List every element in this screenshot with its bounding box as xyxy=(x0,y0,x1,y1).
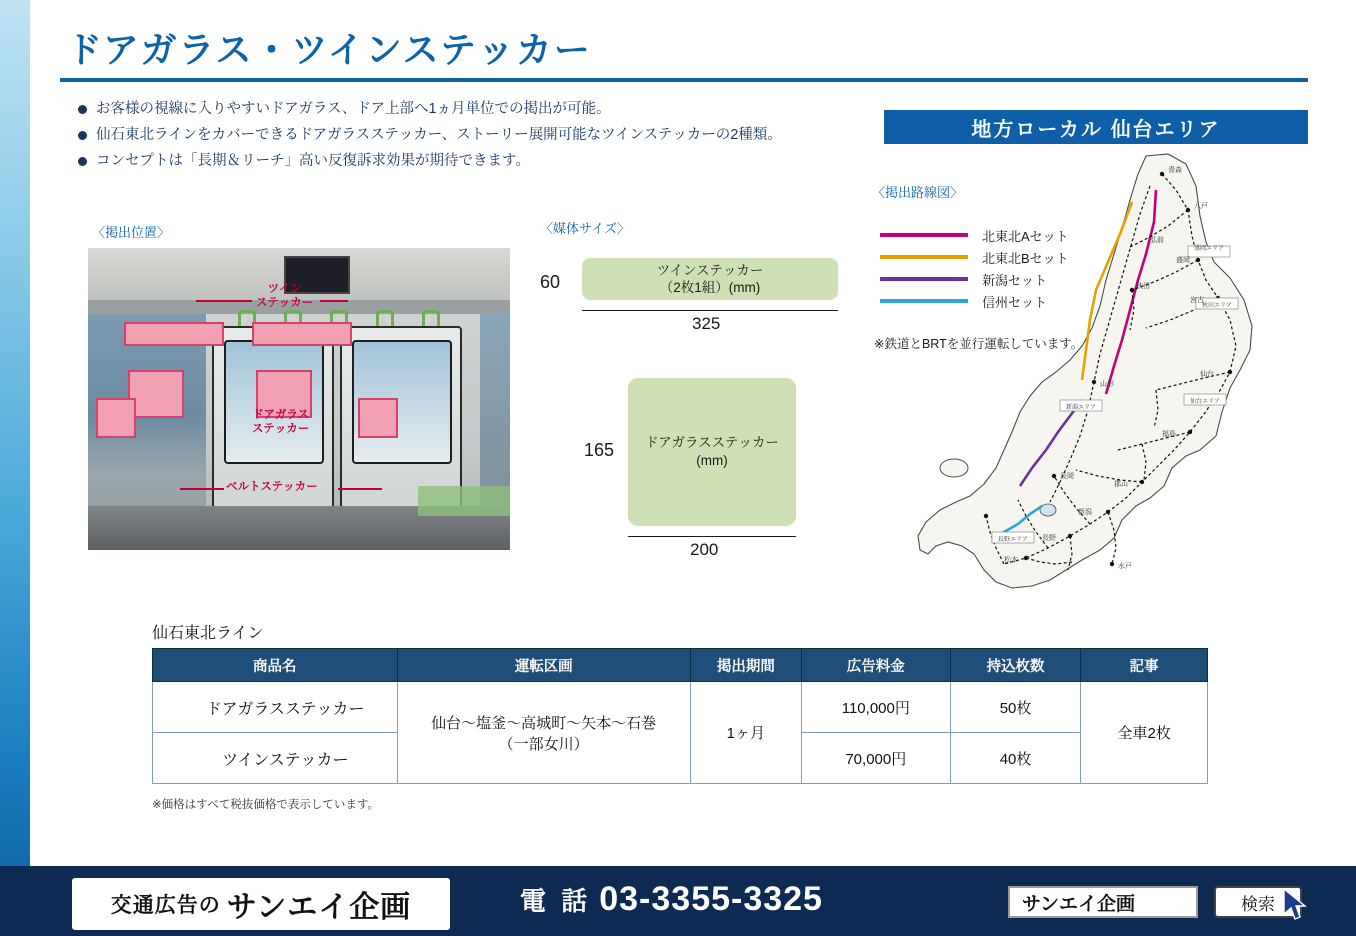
table-row xyxy=(153,682,1208,733)
th-price: 広告料金 xyxy=(801,649,950,682)
th-sheets: 持込枚数 xyxy=(950,649,1081,682)
bullet-dot-icon xyxy=(78,105,87,114)
cell-remark: 全車2枚 xyxy=(1081,682,1208,784)
bullet-dot-icon xyxy=(78,131,87,140)
twin-height-value: 60 xyxy=(540,272,561,292)
callout-leader-line xyxy=(196,300,252,302)
table-header-row xyxy=(153,649,1208,682)
legend-row: 北東北Bセット xyxy=(880,246,1069,268)
bullet-item: コンセプトは「長期＆リーチ」高い反復訴求効果が期待できます。 xyxy=(78,148,782,174)
legend-row: 北東北Aセット xyxy=(880,224,1069,246)
area-badge: 地方ローカル 仙台エリア xyxy=(884,110,1308,144)
search-input[interactable]: サンエイ企画 xyxy=(1008,886,1198,918)
legend-row: 信州セット xyxy=(880,290,1069,312)
bullet-item: 仙石東北ラインをカバーできるドアガラスステッカー、ストーリー展開可能なツインステッカーの2種類。 xyxy=(78,122,782,148)
cell-price: 110,000円 xyxy=(801,682,950,733)
svg-text:仙台: 仙台 xyxy=(1200,370,1214,378)
callout-twin-sticker: ツイン ステッカー xyxy=(256,283,314,309)
highlight-belt-left xyxy=(96,398,136,438)
svg-text:長野エリア: 長野エリア xyxy=(998,536,1029,543)
svg-text:山形: 山形 xyxy=(1100,380,1114,388)
callout-door-glass-sticker: ドアガラス ステッカー xyxy=(252,409,310,435)
th-section: 運転区画 xyxy=(397,649,690,682)
brt-note: ※鉄道とBRTを並行運転しています。 xyxy=(874,337,1084,351)
callout-leader-line xyxy=(338,488,382,490)
twin-sticker-shape: ツインステッカー （2枚1組）(mm) xyxy=(582,258,838,300)
cell-section: 仙台〜塩釜〜高城町〜矢本〜石巻 （一部女川） xyxy=(397,682,690,784)
label-media-size: 〈媒体サイズ〉 xyxy=(540,221,630,236)
svg-text:盛岡エリア: 盛岡エリア xyxy=(1194,245,1225,252)
highlight-twin-left xyxy=(124,322,224,346)
page-title: ドアガラス・ツインステッカー xyxy=(66,30,592,71)
th-remark: 記事 xyxy=(1081,649,1208,682)
telephone-number: 03-3355-3325 xyxy=(599,880,823,918)
company-logo xyxy=(72,878,450,930)
door-width-value: 200 xyxy=(690,540,719,559)
price-table xyxy=(152,648,1208,784)
cell-product-name: ドアガラスステッカー xyxy=(153,682,398,733)
svg-text:松本: 松本 xyxy=(1004,556,1018,564)
twin-width-dimension-line xyxy=(582,310,838,311)
svg-text:宮古: 宮古 xyxy=(1190,296,1204,304)
cell-sheets: 50枚 xyxy=(950,682,1081,733)
svg-text:長岡: 長岡 xyxy=(1060,472,1074,480)
bullet-list xyxy=(78,96,782,175)
svg-text:長野: 長野 xyxy=(1042,534,1056,542)
highlight-door-glass-left xyxy=(128,370,184,418)
svg-text:新潟: 新潟 xyxy=(1078,508,1092,516)
bullet-dot-icon xyxy=(78,157,87,166)
th-product: 商品名 xyxy=(153,649,398,682)
door-glass-sticker-shape: ドアガラスステッカー (mm) xyxy=(628,378,796,526)
twin-width-value: 325 xyxy=(692,314,721,333)
tax-note: ※価格はすべて税抜価格で表示しています。 xyxy=(152,799,379,811)
bullet-item: お客様の視線に入りやすいドアガラス、ドア上部へ1ヵ月単位での掲出が可能。 xyxy=(78,96,782,122)
highlight-belt-right xyxy=(358,398,398,438)
logo-name: サンエイ企画 xyxy=(226,891,412,924)
callout-leader-line xyxy=(320,300,348,302)
svg-text:郡山: 郡山 xyxy=(1114,480,1128,488)
svg-text:秋田エリア: 秋田エリア xyxy=(1202,302,1233,309)
route-map xyxy=(900,150,1300,630)
cell-sheets: 40枚 xyxy=(950,733,1081,784)
svg-text:盛岡: 盛岡 xyxy=(1176,256,1190,264)
door-height-value: 165 xyxy=(584,440,615,460)
logo-prefix: 交通広告の xyxy=(110,894,221,917)
callout-belt-sticker: ベルトステッカー xyxy=(226,481,318,493)
label-route-map: 〈掲出路線図〉 xyxy=(872,185,964,200)
door-width-dimension-line xyxy=(628,536,796,537)
svg-text:八戸: 八戸 xyxy=(1194,202,1208,210)
svg-text:弘前: 弘前 xyxy=(1150,236,1164,244)
svg-text:仙台エリア: 仙台エリア xyxy=(1190,398,1221,405)
left-gradient-stripe xyxy=(0,0,30,936)
table-caption: 仙石東北ライン xyxy=(152,625,264,642)
photo-seat xyxy=(418,486,510,516)
svg-text:水戸: 水戸 xyxy=(1118,562,1132,570)
cell-product-name: ツインステッカー xyxy=(153,733,398,784)
svg-text:秋田: 秋田 xyxy=(1136,282,1150,290)
telephone-label: 電 話 xyxy=(520,886,592,916)
svg-text:青森: 青森 xyxy=(1168,166,1182,174)
search-button[interactable]: 検索 xyxy=(1214,886,1302,918)
callout-leader-line xyxy=(180,488,224,490)
svg-text:新潟エリア: 新潟エリア xyxy=(1066,404,1097,411)
cell-period: 1ヶ月 xyxy=(690,682,801,784)
title-divider xyxy=(60,78,1308,82)
highlight-twin-right xyxy=(252,322,352,346)
mouse-cursor-icon xyxy=(1282,888,1308,922)
th-period: 掲出期間 xyxy=(690,649,801,682)
route-map-svg xyxy=(900,150,1300,630)
telephone xyxy=(520,880,823,919)
svg-text:福島: 福島 xyxy=(1162,430,1176,438)
label-position: 〈掲出位置〉 xyxy=(92,225,171,240)
legend-row: 新潟セット xyxy=(880,268,1069,290)
cell-price: 70,000円 xyxy=(801,733,950,784)
